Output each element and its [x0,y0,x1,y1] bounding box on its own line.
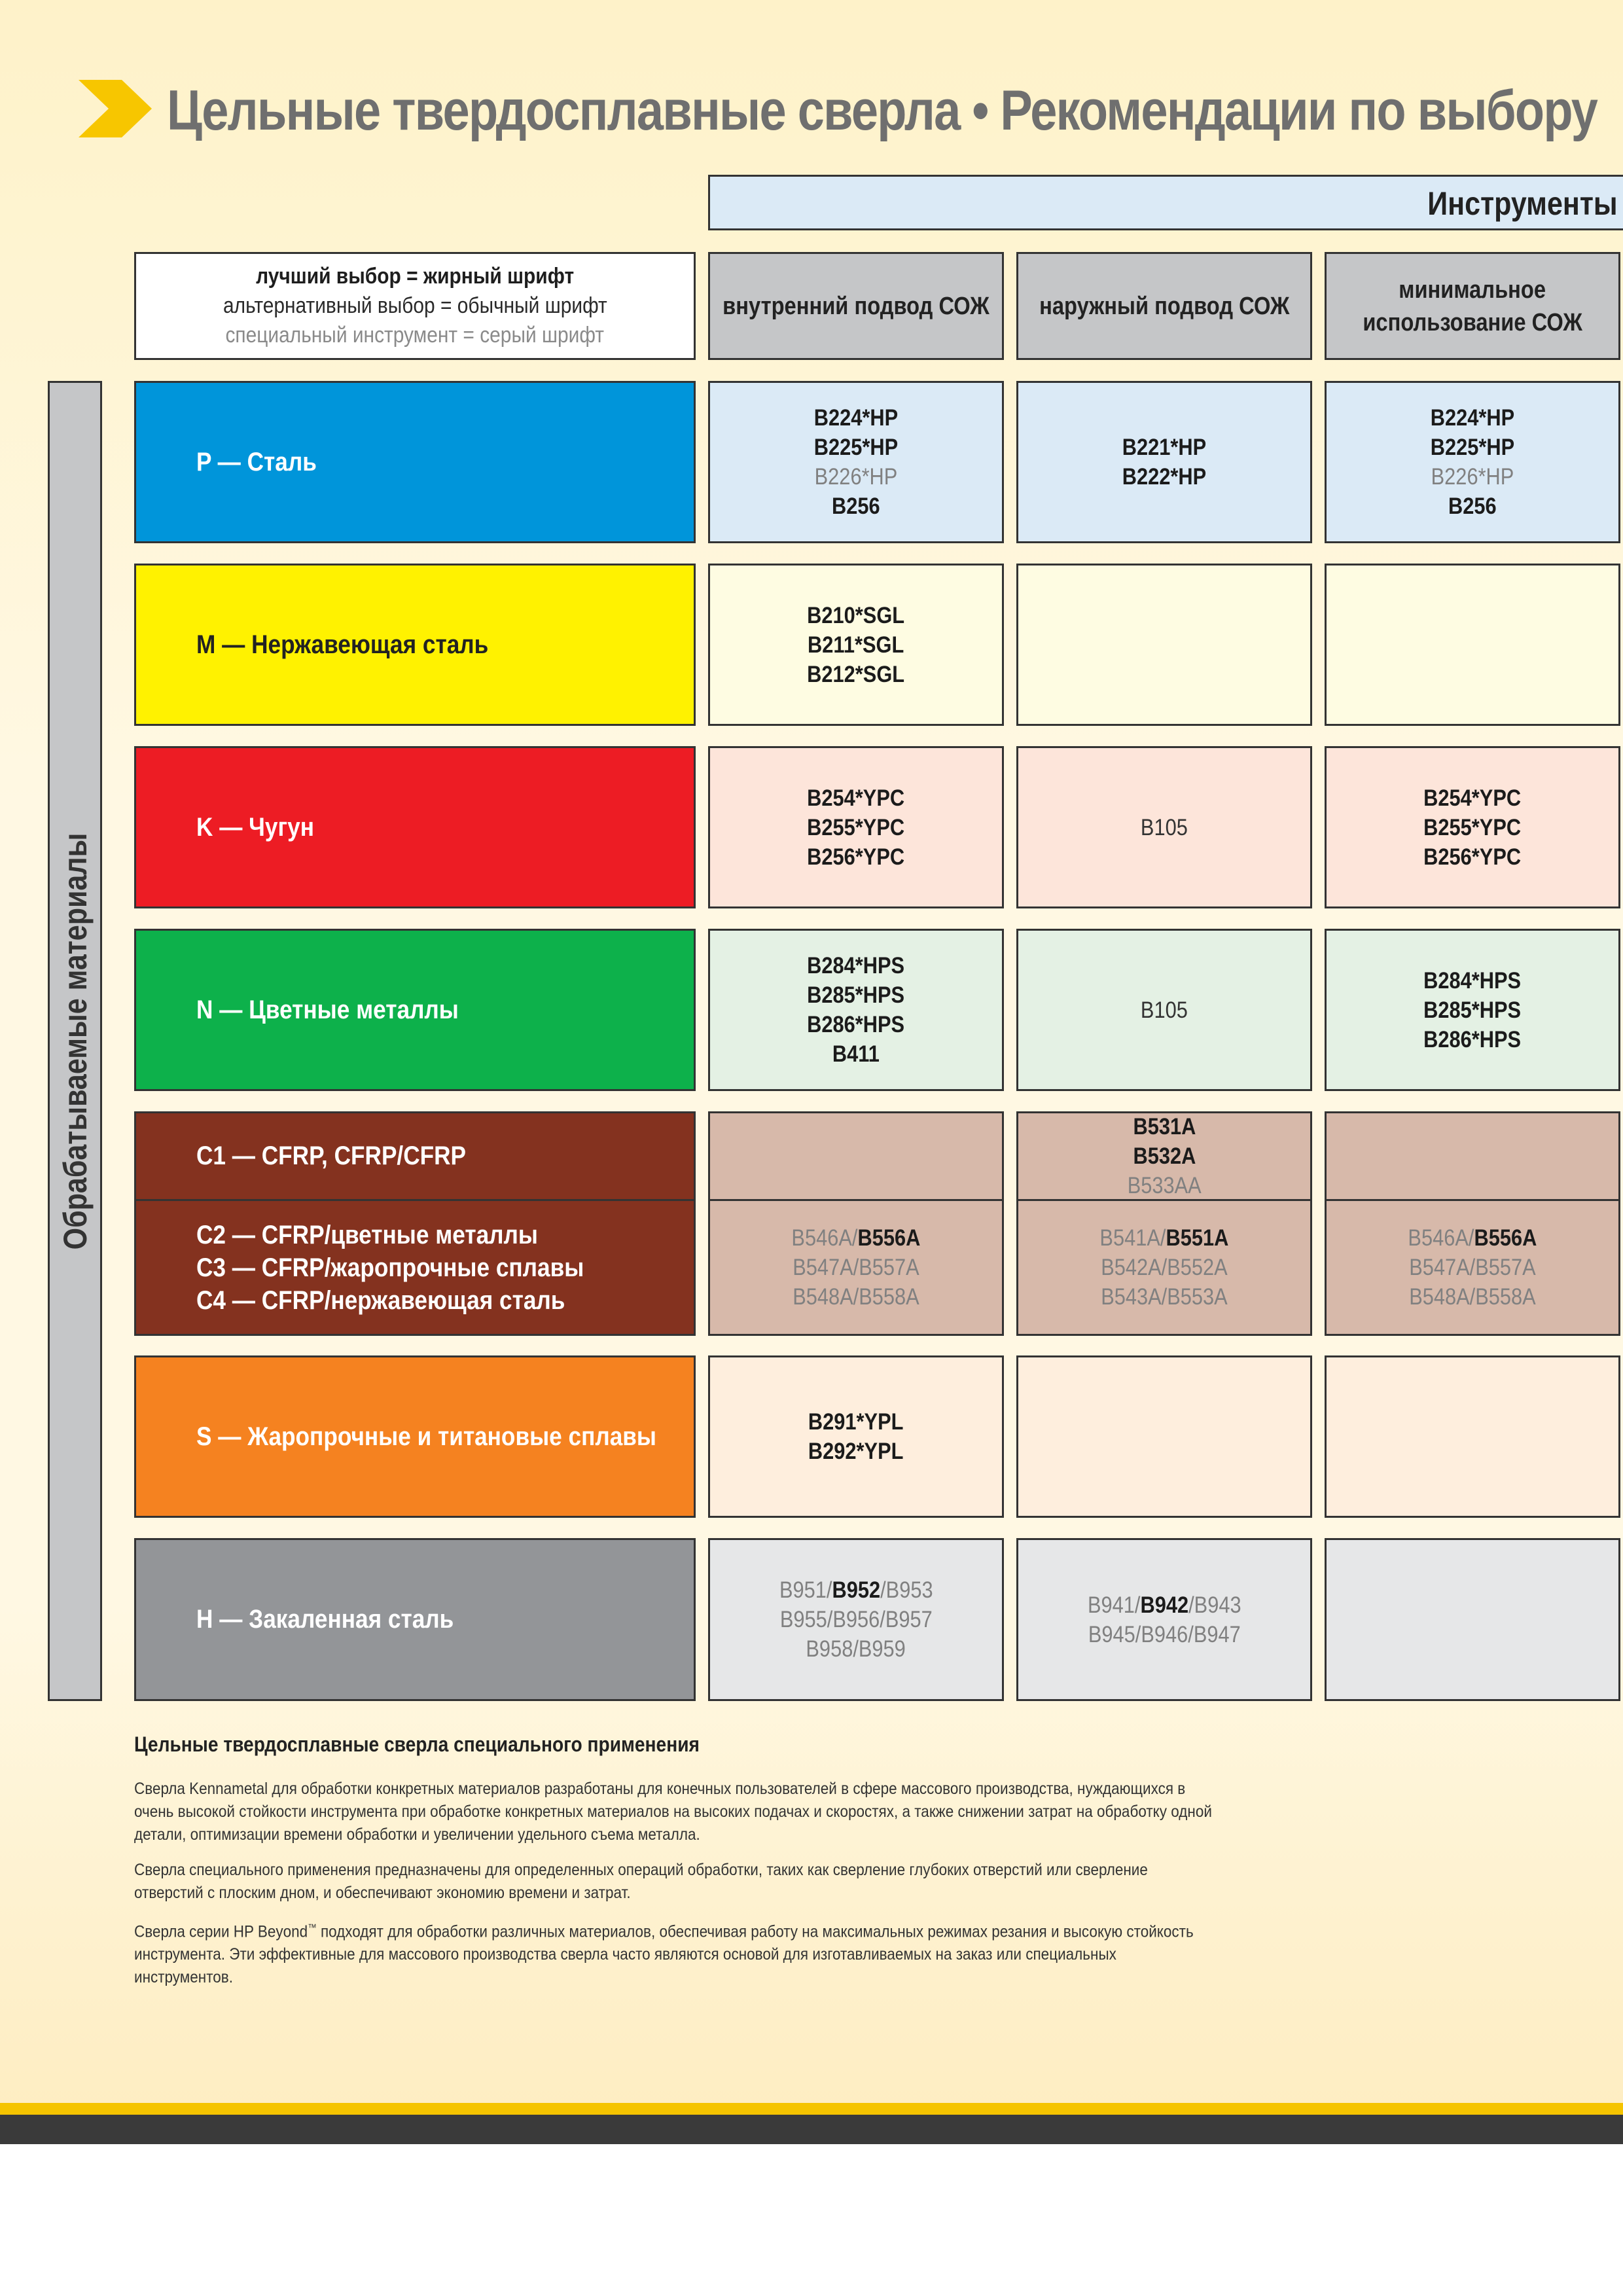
tool-code: B952 [832,1577,880,1603]
tool-code: B551A [1166,1225,1229,1251]
cell-h-external [1016,1538,1312,1701]
material-label: S — Жаропрочные и титановые сплавы [196,1422,656,1451]
footer-title: Цельные твердосплавные сверла специального применения [134,1732,700,1756]
cell-s-external [1016,1355,1312,1518]
tool-code: B226*HP [814,464,898,490]
cell-m-mql [1325,564,1620,726]
material-label: M — Нержавеющая сталь [196,630,489,659]
cell-m-internal [708,564,1004,726]
tool-code: /B953 [880,1577,933,1603]
tool-code-line [1088,1590,1241,1620]
material-c1-cfrp [134,1111,696,1201]
material-s-heat-resistant [134,1355,696,1518]
tool-code: B256*YPC [807,844,905,870]
tool-code: B546A/ [1408,1225,1474,1251]
cell-c234-internal [708,1199,1004,1336]
footer-paragraph-2: Сверла специального применения предназначены для определенных операций обработки, таких как сверление глубоких отверстий или сверление отверстий с плоским дном, и обеспечивают экономию времени и затрат. [134,1861,1148,1902]
tool-code: B533AA [1127,1173,1202,1198]
footer-paragraph-3 [134,1916,1218,1989]
tool-code: B255*YPC [1423,814,1522,840]
cell-c234-mql [1325,1199,1620,1336]
trademark-symbol: ™ [308,1922,317,1933]
cell-c1-mql [1325,1111,1620,1201]
tool-code: B942 [1140,1592,1188,1618]
tool-code: B285*HPS [807,982,905,1008]
material-n-nonferrous [134,929,696,1091]
cell-n-internal [708,929,1004,1091]
tool-code: B225*HP [813,435,899,460]
tool-code: B224*HP [813,405,899,431]
tool-code: B254*YPC [807,785,905,811]
tool-code: B543A/B553A [1101,1284,1228,1310]
material-h-hardened [134,1538,696,1701]
tool-code: B105 [1141,814,1188,840]
tool-code: B411 [832,1041,880,1067]
material-k-cast-iron [134,746,696,908]
tool-code: B226*HP [1431,464,1514,490]
material-label: K — Чугун [196,812,314,842]
tool-code-line [1100,1223,1229,1253]
tool-code: B941/ [1087,1592,1141,1618]
legend-alternative: альтернативный выбор = обычный шрифт [223,293,607,318]
column-header-label: использование СОЖ [1363,308,1582,336]
tool-code: B542A/B552A [1101,1255,1228,1280]
material-label: C2 — CFRP/цветные металлы [196,1220,538,1249]
material-p-steel [134,381,696,543]
tool-code: B546A/ [791,1225,858,1251]
column-header-internal [708,252,1004,360]
cell-m-external [1016,564,1312,726]
material-label: H — Закаленная сталь [196,1605,454,1634]
tool-code: B548A/B558A [793,1284,919,1310]
tool-code: B225*HP [1430,435,1515,460]
chevron-arrow-icon [79,80,152,137]
tool-code: B105 [1141,997,1188,1023]
tool-code: B291*YPL [808,1409,904,1435]
cell-k-mql [1325,746,1620,908]
tool-code: B548A/B558A [1409,1284,1536,1310]
column-header-mql [1325,252,1620,360]
tool-code: B221*HP [1122,435,1207,460]
tool-code: B224*HP [1430,405,1515,431]
material-label: C4 — CFRP/нержавеющая сталь [196,1285,565,1315]
material-label: C1 — CFRP, CFRP/CFRP [196,1141,467,1170]
materials-side-text: Обрабатываемые материалы [56,833,94,1249]
footer-paragraph-3-start: Сверла серии HP Beyond [134,1922,308,1941]
tool-code: B951/ [779,1577,832,1603]
cell-c1-internal [708,1111,1004,1201]
cell-n-mql [1325,929,1620,1091]
tool-code: B955/B956/B957 [779,1607,933,1632]
column-header-label: внутренний подвод СОЖ [722,292,990,320]
material-label: N — Цветные металлы [196,995,459,1024]
tool-code-line [1408,1223,1537,1253]
tool-code: B532A [1133,1143,1196,1169]
tool-code: B255*YPC [807,814,905,840]
tool-code: B547A/B557A [1409,1255,1536,1280]
tools-header-label: Инструменты [1427,185,1618,222]
material-label: P — Сталь [196,447,317,476]
tool-code: B210*SGL [807,602,905,628]
page-title: Цельные твердосплавные сверла • Рекомендации по выбору [167,79,1597,142]
tool-code: B222*HP [1122,464,1207,490]
tool-code: B945/B946/B947 [1088,1621,1241,1647]
cell-k-external [1016,746,1312,908]
legend-best: лучший выбор = жирный шрифт [255,264,575,289]
tool-code-line [792,1223,921,1253]
tool-code: B284*HPS [1423,967,1522,994]
tool-code: B256 [832,493,880,519]
tool-code: B531A [1133,1114,1196,1139]
cell-c234-external [1016,1199,1312,1336]
materials-side-label [48,381,102,1701]
tool-code: B286*HPS [1423,1026,1522,1052]
tool-code: B256 [1448,493,1497,519]
cell-h-internal [708,1538,1004,1701]
tool-code: B556A [1474,1225,1537,1251]
material-m-stainless [134,564,696,726]
tool-code: B541A/ [1099,1225,1166,1251]
material-label: C3 — CFRP/жаропрочные сплавы [196,1253,584,1282]
material-c2-c4-cfrp [134,1199,696,1336]
footer-paragraph-3-rest: подходят для обработки различных материалов, обеспечивая работу на максимальных режимах резания и высокую стойкость инструмента. Эти эффективные для массового производства сверла часто являются основой для изготавливаемых на заказ или специальных инструментов. [134,1922,1194,1987]
cell-p-external [1016,381,1312,543]
cell-h-mql [1325,1538,1620,1701]
legend-special: специальный инструмент = серый шрифт [225,323,605,348]
tool-code: B256*YPC [1423,844,1522,870]
column-header-label: наружный подвод СОЖ [1039,292,1290,320]
footer-stripe-dark [0,2115,1623,2144]
tool-code: B284*HPS [807,953,905,978]
tool-code: B285*HPS [1423,997,1522,1023]
tool-code: B958/B959 [806,1636,906,1662]
tool-code-line [779,1575,933,1605]
cell-p-mql [1325,381,1620,543]
cell-s-internal [708,1355,1004,1518]
tool-code: B212*SGL [807,661,905,687]
footer-margin [0,2144,1623,2296]
legend-box [134,252,696,360]
footer-paragraph-1: Сверла Kennametal для обработки конкретных материалов разработаны для конечных пользователей в сфере массового производства, нуждающихся в очень высокой стойкости инструмента при обработке конкретных материалов на высоких подачах и скоростях, а также снижении затрат на обработку одной детали, оптимизации времени обработки и увеличении удельного съема металла. [134,1780,1212,1844]
column-header-external [1016,252,1312,360]
tool-code: B556A [857,1225,921,1251]
cell-n-external [1016,929,1312,1091]
tools-header-bar [708,175,1623,230]
column-header-label: минимальное [1399,276,1546,304]
tool-code: B211*SGL [808,632,904,658]
cell-k-internal [708,746,1004,908]
cell-s-mql [1325,1355,1620,1518]
tool-code: /B943 [1188,1592,1241,1618]
tool-code: B286*HPS [807,1012,905,1037]
tool-code: B547A/B557A [793,1255,919,1280]
tool-code: B292*YPL [808,1439,904,1464]
footer-stripe-yellow [0,2103,1623,2115]
tool-code: B254*YPC [1423,785,1522,811]
cell-p-internal [708,381,1004,543]
cell-c1-external [1016,1111,1312,1201]
